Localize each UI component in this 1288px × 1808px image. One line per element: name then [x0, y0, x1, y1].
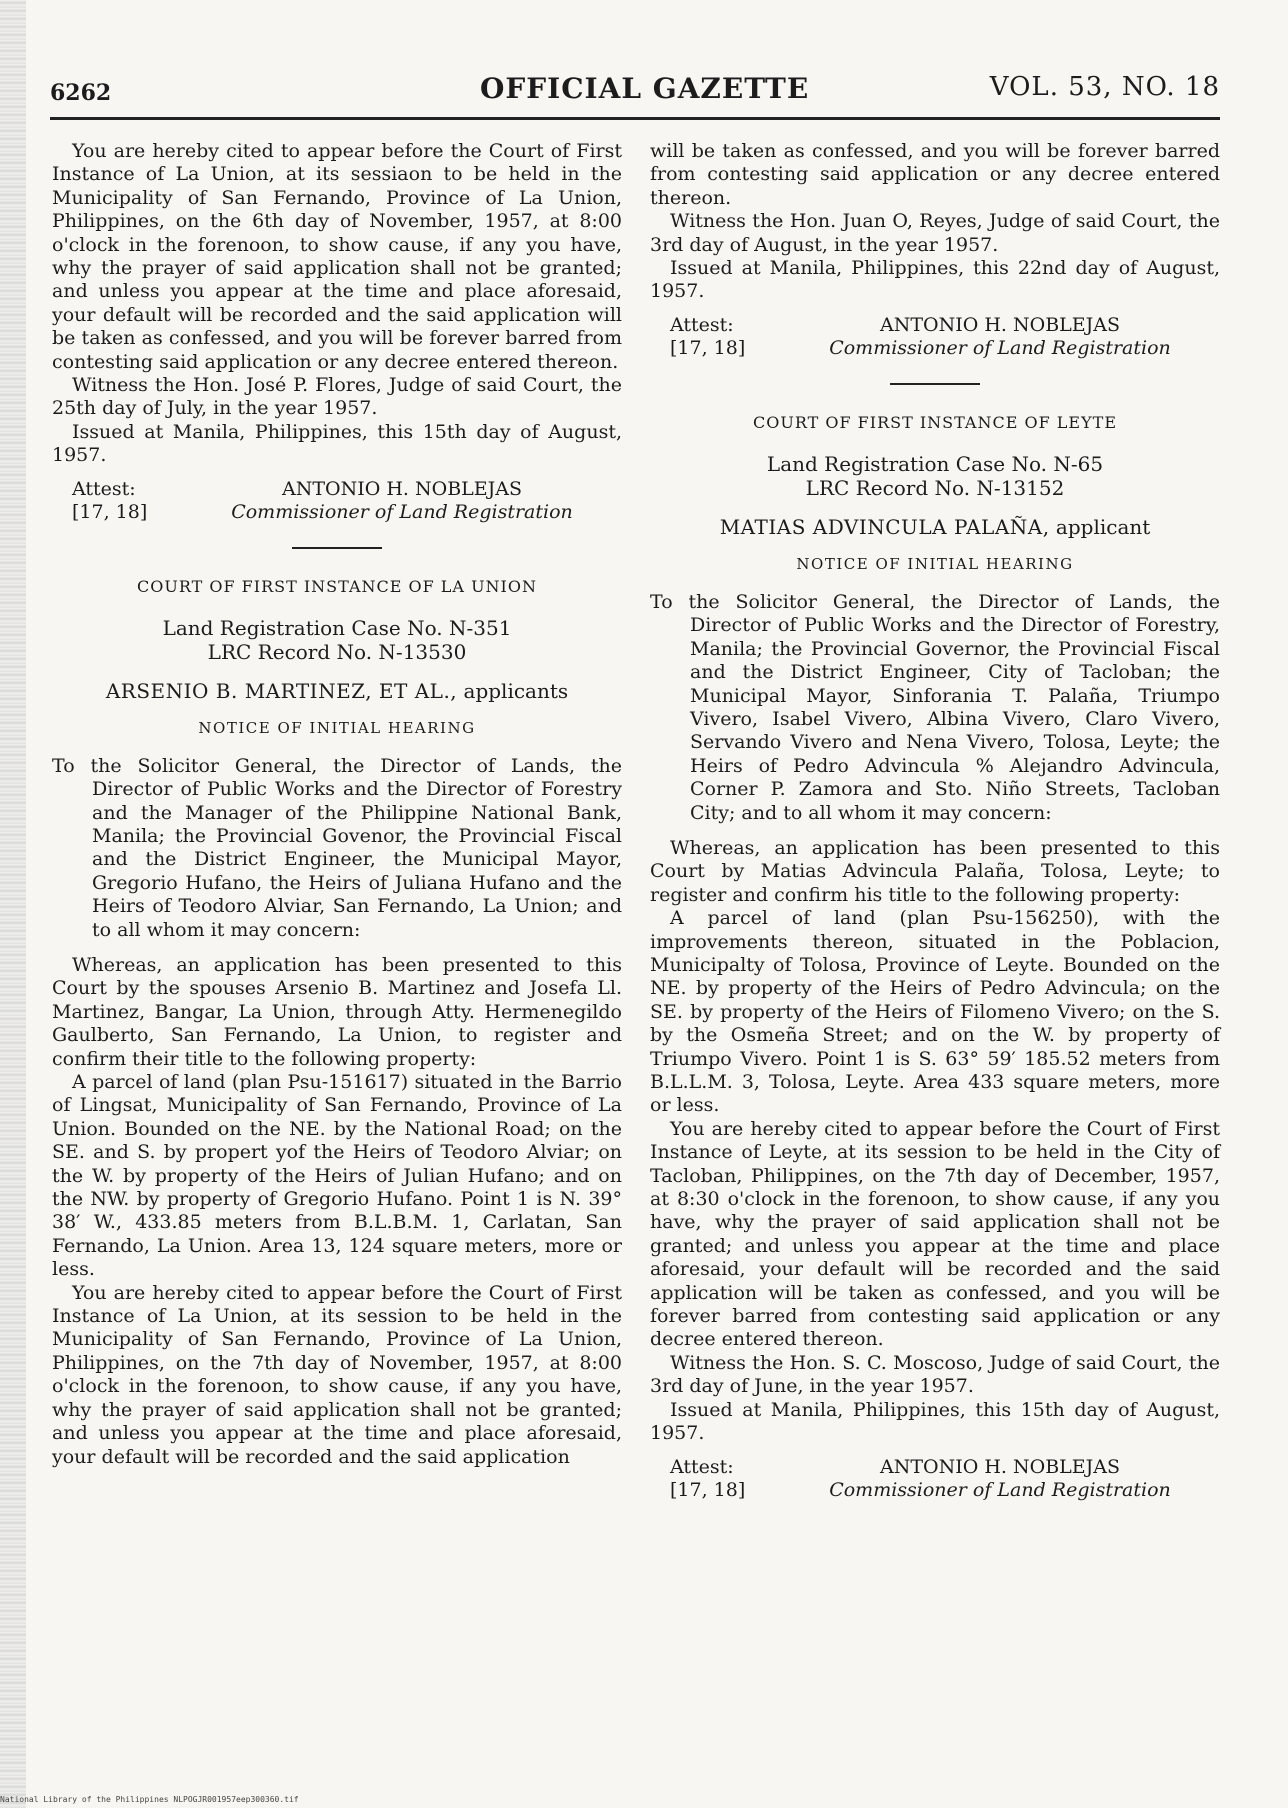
header-rule — [50, 117, 1220, 120]
paragraph: Whereas, an application has been presented to this Court by the spouses Arsenio B. Martinez and Josefa Ll. Martinez, Bangar, La Union, through Atty. Hermenegildo Gaulberto, San Fernando, La Union, to register and confirm their title to the following property: — [52, 953, 622, 1070]
paragraph: You are hereby cited to appear before the Court of First Instance of La Union, at its session to be held in the Municipality of San Fernando, Province of La Union, Philippines, on the 7th day of November, 1957, at 8:00 o'clock in the forenoon, to show cause, if any you have, why the prayer of said application shall not be granted; and unless you appear at the time and place aforesaid, your default will be recorded and the said application — [52, 1281, 622, 1468]
court-heading: COURT OF FIRST INSTANCE OF LEYTE — [752, 412, 1118, 432]
page-header — [50, 70, 1220, 110]
attest-reference: [17, 18] — [72, 501, 148, 524]
record-number: LRC Record No. N-13152 — [805, 476, 1065, 501]
attest-name: ANTONIO H. NOBLEJAS — [880, 1455, 1120, 1478]
page-number: 6262 — [50, 80, 112, 106]
applicant-name: ARSENIO B. MARTINEZ, ET AL., — [105, 678, 458, 703]
paragraph: Issued at Manila, Philippines, this 15th day of August, 1957. — [52, 420, 622, 467]
section-divider — [890, 383, 980, 385]
spacer — [650, 825, 1220, 837]
attest-reference: [17, 18] — [670, 1478, 746, 1501]
notice-heading: NOTICE OF INITIAL HEARING — [198, 719, 476, 738]
paragraph: will be taken as confessed, and you will be forever barred from contesting said application or any decree entered thereon. — [650, 140, 1220, 209]
volume-number: VOL. 53, NO. 18 — [989, 72, 1220, 102]
paragraph: Whereas, an application has been presented to this Court by Matias Advincula Palaña, Tolosa, Leyte; to register and confirm his title to the following property: — [650, 836, 1220, 906]
paragraph: You are hereby cited to appear before the Court of First Instance of La Union, at its sessiaon to be held in the Municipality of San Fernando, Province of La Union, Philippines, on the 6th day of November, 1957, at 8:00 o'clock in the forenoon, to show cause, if any you have, why the prayer of said application shall not be granted; and unless you appear at the time and place aforesaid, your default will be recorded and the said application will be taken as confessed, and you will be forever barred from contesting said application or any decree entered thereon. — [52, 140, 622, 373]
scan-edge-noise — [0, 0, 26, 1808]
paragraph: A parcel of land (plan Psu-151617) situated in the Barrio of Lingsat, Municipality of San Fernando, Province of La Union. Bounded on the NE. by the National Road; on the SE. and S. by propert yof the Heirs of Teodoro Alviar; on the W. by property of the Heirs of Julian Hufano; and on the NW. by property of Gregorio Hufano. Point 1 is N. 39° 38′ W., 433.85 meters from B.L.B.M. 1, Carlatan, San Fernando, La Union. Area 13, 124 square meters, more or less. — [52, 1071, 622, 1281]
attest-title: Commissioner of Land Registration — [829, 337, 1171, 360]
attest-label: Attest: — [670, 1455, 734, 1478]
case-number: Land Registration Case No. N-65 — [766, 452, 1104, 477]
attestation-block — [670, 314, 1220, 361]
case-number: Land Registration Case No. N-351 — [162, 615, 512, 640]
record-number: LRC Record No. N-13530 — [207, 639, 467, 664]
paragraph: Issued at Manila, Philippines, this 22nd day of August, 1957. — [650, 257, 1220, 303]
paragraph: Witness the Hon. S. C. Moscoso, Judge of said Court, the 3rd day of June, in the year 1957. — [650, 1351, 1220, 1398]
applicant-suffix: applicant — [1055, 515, 1151, 540]
left-column — [52, 140, 622, 1469]
attestation-block — [72, 478, 622, 525]
paragraph: Witness the Hon. Juan O, Reyes, Judge of said Court, the 3rd day of August, in the year 1957. — [650, 210, 1220, 256]
paragraph: A parcel of land (plan Psu-156250), with the improvements thereon, situated in the Poblacion, Municipalty of Tolosa, Province of Leyte. Bounded on the NE. by property of the Heirs of Pedro Advincula; on the SE. by property of the Heirs of Filomeno Vivero; on the S. by the Osmeña Street; and on the W. by property of Triumpo Vivero. Point 1 is S. 63° 59′ 185.52 meters from B.L.L.M. 3, Tolosa, Leyte. Area 433 square meters, more or less. — [650, 907, 1220, 1117]
attest-title: Commissioner of Land Registration — [231, 501, 573, 524]
attest-title: Commissioner of Land Registration — [829, 1478, 1171, 1501]
spacer — [52, 942, 622, 954]
attest-label: Attest: — [72, 477, 136, 500]
address-paragraph: To the Solicitor General, the Director of Lands, the Director of Public Works and the Director of Forestry, Manila; the Provincial Governor, the Provincial Fiscal and the District Engineer, City of Tacloban; the Municipal Mayor, Sinforania T. Palaña, Triumpo Vivero, Isabel Vivero, Albina Vivero, Claro Vivero, Servando Vivero and Nena Vivero, Tolosa, Leyte; the Heirs of Pedro Advincula % Alejandro Advincula, Corner P. Zamora and Sto. Niño Streets, Tacloban City; and to all whom it may concern: — [650, 590, 1220, 824]
attest-label: Attest: — [670, 313, 734, 336]
attestation-block — [670, 1456, 1220, 1503]
paragraph: Issued at Manila, Philippines, this 15th day of August, 1957. — [650, 1398, 1220, 1445]
attest-name: ANTONIO H. NOBLEJAS — [880, 313, 1120, 336]
court-heading: COURT OF FIRST INSTANCE OF LA UNION — [137, 576, 537, 596]
applicant-line — [52, 680, 622, 703]
address-paragraph: To the Solicitor General, the Director of Lands, the Director of Public Works and the Director of Forestry and the Manager of the Philippine National Bank, Manila; the Provincial Govenor, the Provincial Fiscal and the District Engineer, the Municipal Mayor, Gregorio Hufano, the Heirs of Juliana Hufano and the Heirs of Teodoro Alviar, San Fernando, La Union; and to all whom it may concern: — [52, 754, 622, 941]
applicant-line — [650, 516, 1220, 539]
paragraph: Witness the Hon. José P. Flores, Judge of said Court, the 25th day of July, in the year 1957. — [52, 374, 622, 420]
attest-name: ANTONIO H. NOBLEJAS — [282, 477, 522, 500]
section-divider — [292, 547, 382, 549]
notice-heading: NOTICE OF INITIAL HEARING — [796, 555, 1074, 574]
attest-reference: [17, 18] — [670, 337, 746, 360]
paragraph: You are hereby cited to appear before the Court of First Instance of Leyte, at its session to be held in the City of Tacloban, Philippines, on the 7th day of December, 1957, at 8:30 o'clock in the forenoon, to show cause, if any you have, why the prayer of said application shall not be granted; and unless you appear at the time and place aforesaid, your default will be recorded and the said application will be taken as confessed, and you will be forever barred from contesting said application or any decree entered thereon. — [650, 1117, 1220, 1351]
applicant-name: MATIAS ADVINCULA PALAÑA, — [719, 515, 1050, 540]
applicant-suffix: applicants — [463, 678, 569, 703]
scan-credit: National Library of the Philippines NLPOGJR001957eep300360.tif — [0, 1795, 299, 1804]
journal-title: OFFICIAL GAZETTE — [480, 72, 810, 105]
right-column — [650, 140, 1220, 1502]
